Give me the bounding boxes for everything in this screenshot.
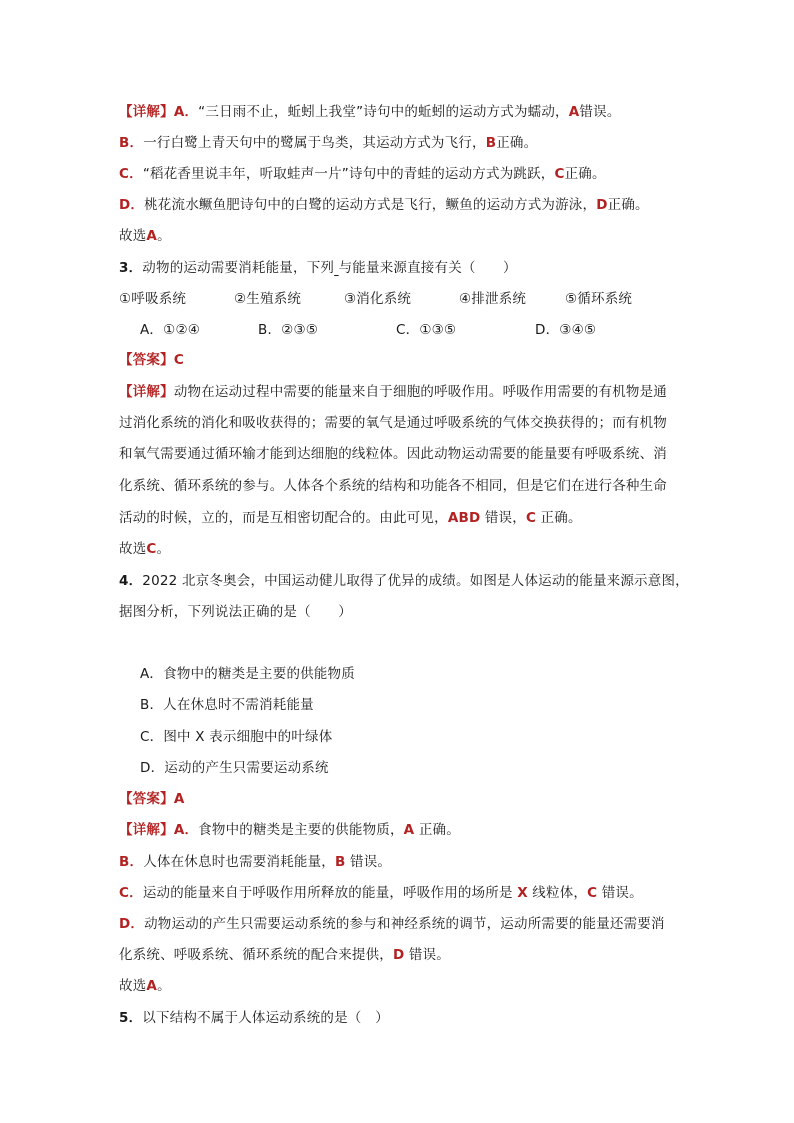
q4-detail-a: 【详解】A．食物中的糖类是主要的供能物质，A 正确。 xyxy=(119,822,460,838)
q2-detail-c: C．“稻花香里说丰年，听取蛙声一片”诗句中的青蛙的运动方式为跳跃，C正确。 xyxy=(119,166,606,182)
q3-detail-line-2: 过消化系统的消化和吸收获得的；需要的氧气是通过呼吸系统的气体交换获得的；而有机物 xyxy=(119,415,667,431)
q4-option-a: A．食物中的糖类是主要的供能物质 xyxy=(140,666,355,682)
q4-option-c: C．图中 X 表示细胞中的叶绿体 xyxy=(140,729,333,745)
q4-detail-d-line-2: 化系统、呼吸系统、循环系统的配合来提供，D 错误。 xyxy=(119,947,450,963)
q3-option-c: C．①③⑤ xyxy=(396,322,457,338)
q3-item: ②生殖系统 xyxy=(234,291,302,307)
q3-choose: 故选C。 xyxy=(119,541,171,557)
q5-stem: 5．以下结构不属于人体运动系统的是（ ） xyxy=(119,1010,389,1026)
q3-item: ①呼吸系统 xyxy=(119,291,187,307)
q2-detail-d: D．桃花流水鳜鱼肥诗句中的白鹭的运动方式是飞行，鳜鱼的运动方式为游泳，D正确。 xyxy=(119,197,649,213)
q3-option-b: B．②③⑤ xyxy=(258,322,319,338)
q3-option-a: A．①②④ xyxy=(140,322,201,338)
q3-stem: 3．动物的运动需要消耗能量，下列 与能量来源直接有关（ ） xyxy=(119,260,517,276)
q4-stem-line-1: 4．2022 北京冬奥会，中国运动健儿取得了优异的成绩。如图是人体运动的能量来源示意图， xyxy=(119,573,689,589)
q4-option-d: D．运动的产生只需要运动系统 xyxy=(140,760,329,776)
q4-choose: 故选A。 xyxy=(119,978,171,994)
q3-detail-line-1: 【详解】动物在运动过程中需要的能量来自于细胞的呼吸作用。呼吸作用需要的有机物是通 xyxy=(119,384,668,400)
q3-item: ④排泄系统 xyxy=(459,291,527,307)
q4-detail-d-line-1: D．动物运动的产生只需要运动系统的参与和神经系统的调节，运动所需要的能量还需要消 xyxy=(119,916,665,932)
q3-answer: 【答案】C xyxy=(119,352,184,368)
q3-option-d: D．③④⑤ xyxy=(535,322,597,338)
q3-detail-line-4: 化系统、循环系统的参与。人体各个系统的结构和功能各不相同，但是它们在进行各种生命 xyxy=(119,478,667,494)
q2-detail-b: B．一行白鹭上青天句中的鹭属于鸟类，其运动方式为飞行，B正确。 xyxy=(119,135,538,151)
q3-detail-line-3: 和氧气需要通过循环输才能到达细胞的线粒体。因此动物运动需要的能量要有呼吸系统、消 xyxy=(119,446,667,462)
q3-item: ③消化系统 xyxy=(344,291,412,307)
q4-answer: 【答案】A xyxy=(119,791,185,807)
q4-option-b: B．人在休息时不需消耗能量 xyxy=(140,697,314,713)
q2-choose: 故选A。 xyxy=(119,228,171,244)
q4-stem-line-2: 据图分析，下列说法正确的是（ ） xyxy=(119,604,352,620)
q3-detail-line-5: 活动的时候，立的，而是互相密切配合的。由此可见，ABD 错误，C 正确。 xyxy=(119,510,582,526)
q4-detail-c: C．运动的能量来自于呼吸作用所释放的能量，呼吸作用的场所是 X 线粒体，C 错误。 xyxy=(119,885,643,901)
q2-detail-a: 【详解】A．“三日雨不止，蚯蚓上我堂”诗句中的蚯蚓的运动方式为蠕动，A错误。 xyxy=(119,104,621,120)
q4-detail-b: B．人体在休息时也需要消耗能量，B 错误。 xyxy=(119,854,392,870)
q3-item: ⑤循环系统 xyxy=(565,291,633,307)
